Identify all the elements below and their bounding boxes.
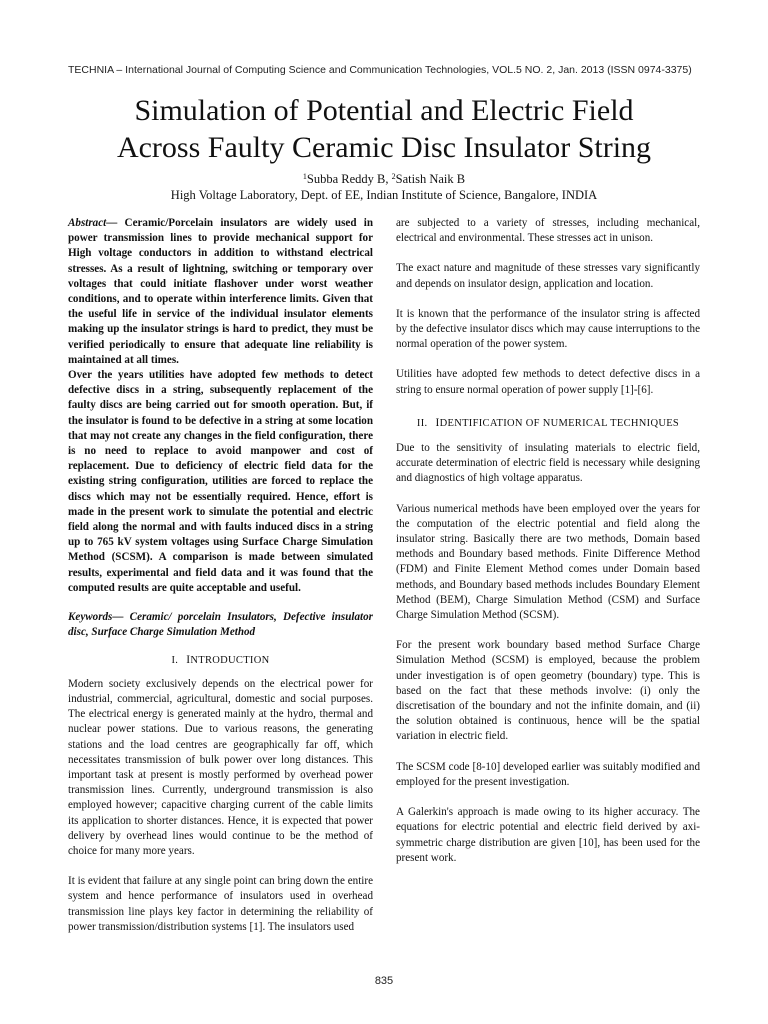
section-2-number: II. (416, 417, 428, 429)
paper-title (40, 92, 728, 166)
section-2-heading (396, 416, 700, 431)
keywords-text: Ceramic/ porcelain Insulators, Defective insulator disc, Surface Charge Simulation Method (68, 611, 373, 639)
intro-paragraph-2: It is evident that failure at any single point can bring down the entire system and hence performance of insulators used in overhead transmission line plays key factor in determining the reliability of power transmission/distribution systems [1]. The insulators used (68, 875, 373, 933)
right-paragraph-2: The exact nature and magnitude of these stresses vary significantly and depends on insulator design, application and location. (396, 262, 700, 290)
section-1-heading (68, 653, 373, 668)
section-2-title-rest: DENTIFICATION OF NUMERICAL TECHNIQUES (439, 417, 680, 429)
right-column (396, 216, 700, 866)
right-paragraph-3: It is known that the performance of the insulator string is affected by the defective insulator discs which may cause interruptions to the normal operation of the power system. (396, 307, 700, 351)
section-2-paragraph-3: For the present work boundary based method Surface Charge Simulation Method (SCSM) is employed, because the problem under investigation is of open geometry (boundary) type. This is based on the fact that these methods involve: (i) only the discretisation of the boundary and not the infinite domain, and (ii) the solution obtained is continuous, hence will be the spatial variation in electric field. (396, 639, 700, 743)
section-2-paragraph-4: The SCSM code [8-10] developed earlier was suitably modified and employed for the present investigation. (396, 760, 700, 788)
abstract-paragraph-1 (68, 216, 373, 368)
keywords-label: Keywords— (68, 611, 124, 624)
section-1-number: I. (171, 655, 179, 667)
title-line-2: Across Faulty Ceramic Disc Insulator String (116, 131, 652, 164)
author-1-affil-mark: 1 (302, 172, 307, 181)
author-block (40, 171, 728, 203)
title-line-1: Simulation of Potential and Electric Field (134, 94, 634, 127)
author-affiliation: High Voltage Laboratory, Dept. of EE, Indian Institute of Science, Bangalore, INDIA (170, 188, 598, 202)
right-paragraph-1: are subjected to a variety of stresses, including mechanical, electrical and environmental. These stresses act in unison. (396, 217, 700, 245)
section-2-paragraph-1: Due to the sensitivity of insulating materials to electric field, accurate determination of electric field is necessary while designing and diagnostics of high voltage apparatus. (396, 442, 700, 485)
section-1-initial: I (186, 654, 191, 667)
section-1-title-rest: NTRODUCTION (190, 655, 270, 667)
section-2-paragraph-5: A Galerkin's approach is made owing to its higher accuracy. The equations for electric potential and electric field derived by axi-symmetric charge distribution are given [10], has been used for the present work. (396, 806, 700, 864)
journal-header: TECHNIA – International Journal of Computing Science and Communication Technologies, VOL.5 NO. 2, Jan. 2013 (ISSN 0974-3375) (68, 64, 692, 76)
left-column (68, 216, 373, 935)
author-2-name: Satish Naik B (395, 172, 466, 186)
author-2-affil-mark: 2 (391, 172, 396, 181)
keywords-paragraph (68, 610, 373, 640)
author-names (40, 171, 728, 187)
intro-paragraph-1: Modern society exclusively depends on the electrical power for industrial, commercial, agricultural, domestic and social purposes. The electrical energy is generated mainly at the hydro, thermal and nuclear power stations. Due to various reasons, the generating stations and the load centres are geographically far off, which necessitates transmission of bulk power over long distances. This important task at present is mostly performed by overhead power transmission lines. Currently, underground transmission is also employed however; capacitive charging current of the cable limits its application to shorter distances. Hence, it is expected that power delivery by overhead lines would continue to be the method of choice for many more years. (68, 677, 373, 857)
right-paragraph-4: Utilities have adopted few methods to detect defective discs in a string to ensure normal operation of power supply [1]-[6]. (396, 368, 700, 396)
abstract-paragraph-2: Over the years utilities have adopted few methods to detect defective discs in a string, subsequently replacement of the faulty discs are being carried out for smooth operation. But, if the insulator is found to be defective in a string at some location that may not create any changes in the field configuration, there is no need to replace to avoid manpower and cost of replacement. Due to deficiency of electric field data for the existing string configuration, utilities are forced to replace the discs which may not be essentially required. Hence, effort is made in the present work to simulate the potential and electric field along the normal and with faults induced discs in a string up to 765 kV system voltages using Surface Charge Simulation Method (SCSM). A comparison is made between simulated results, experimental and field data and it was found that the computed results are quite acceptable and useful. (68, 369, 373, 594)
section-2-initial: I (435, 416, 440, 429)
page-number: 835 (374, 975, 394, 987)
author-1-name: Subba Reddy B, (306, 172, 392, 186)
abstract-label: Abstract— (68, 217, 118, 229)
section-2-paragraph-2: Various numerical methods have been employed over the years for the computation of the electric potential and field along the insulator string. Basically there are two methods, Domain based methods and Boundary based methods. Finite Difference Method (FDM) and Finite Element Method comes under Domain based methods, and Boundary based methods includes Boundary Element Method (BEM), Charge Simulation Method (CSM) and Surface Charge Simulation Method (SCSM). (396, 502, 700, 622)
abstract-text-1: Ceramic/Porcelain insulators are widely used in power transmission lines to provide mechanical support for High voltage conductors in addition to withstand electrical stresses. As a result of lightning, switching or temporary over voltages that could initiate flashover under worst weather conditions, and to operate within interference limits. Given that the useful life in service of the individual insulator elements making up the insulator strings is hard to predict, they must be verified periodically to ensure that adequate line reliability is maintained at all times. (68, 217, 373, 366)
